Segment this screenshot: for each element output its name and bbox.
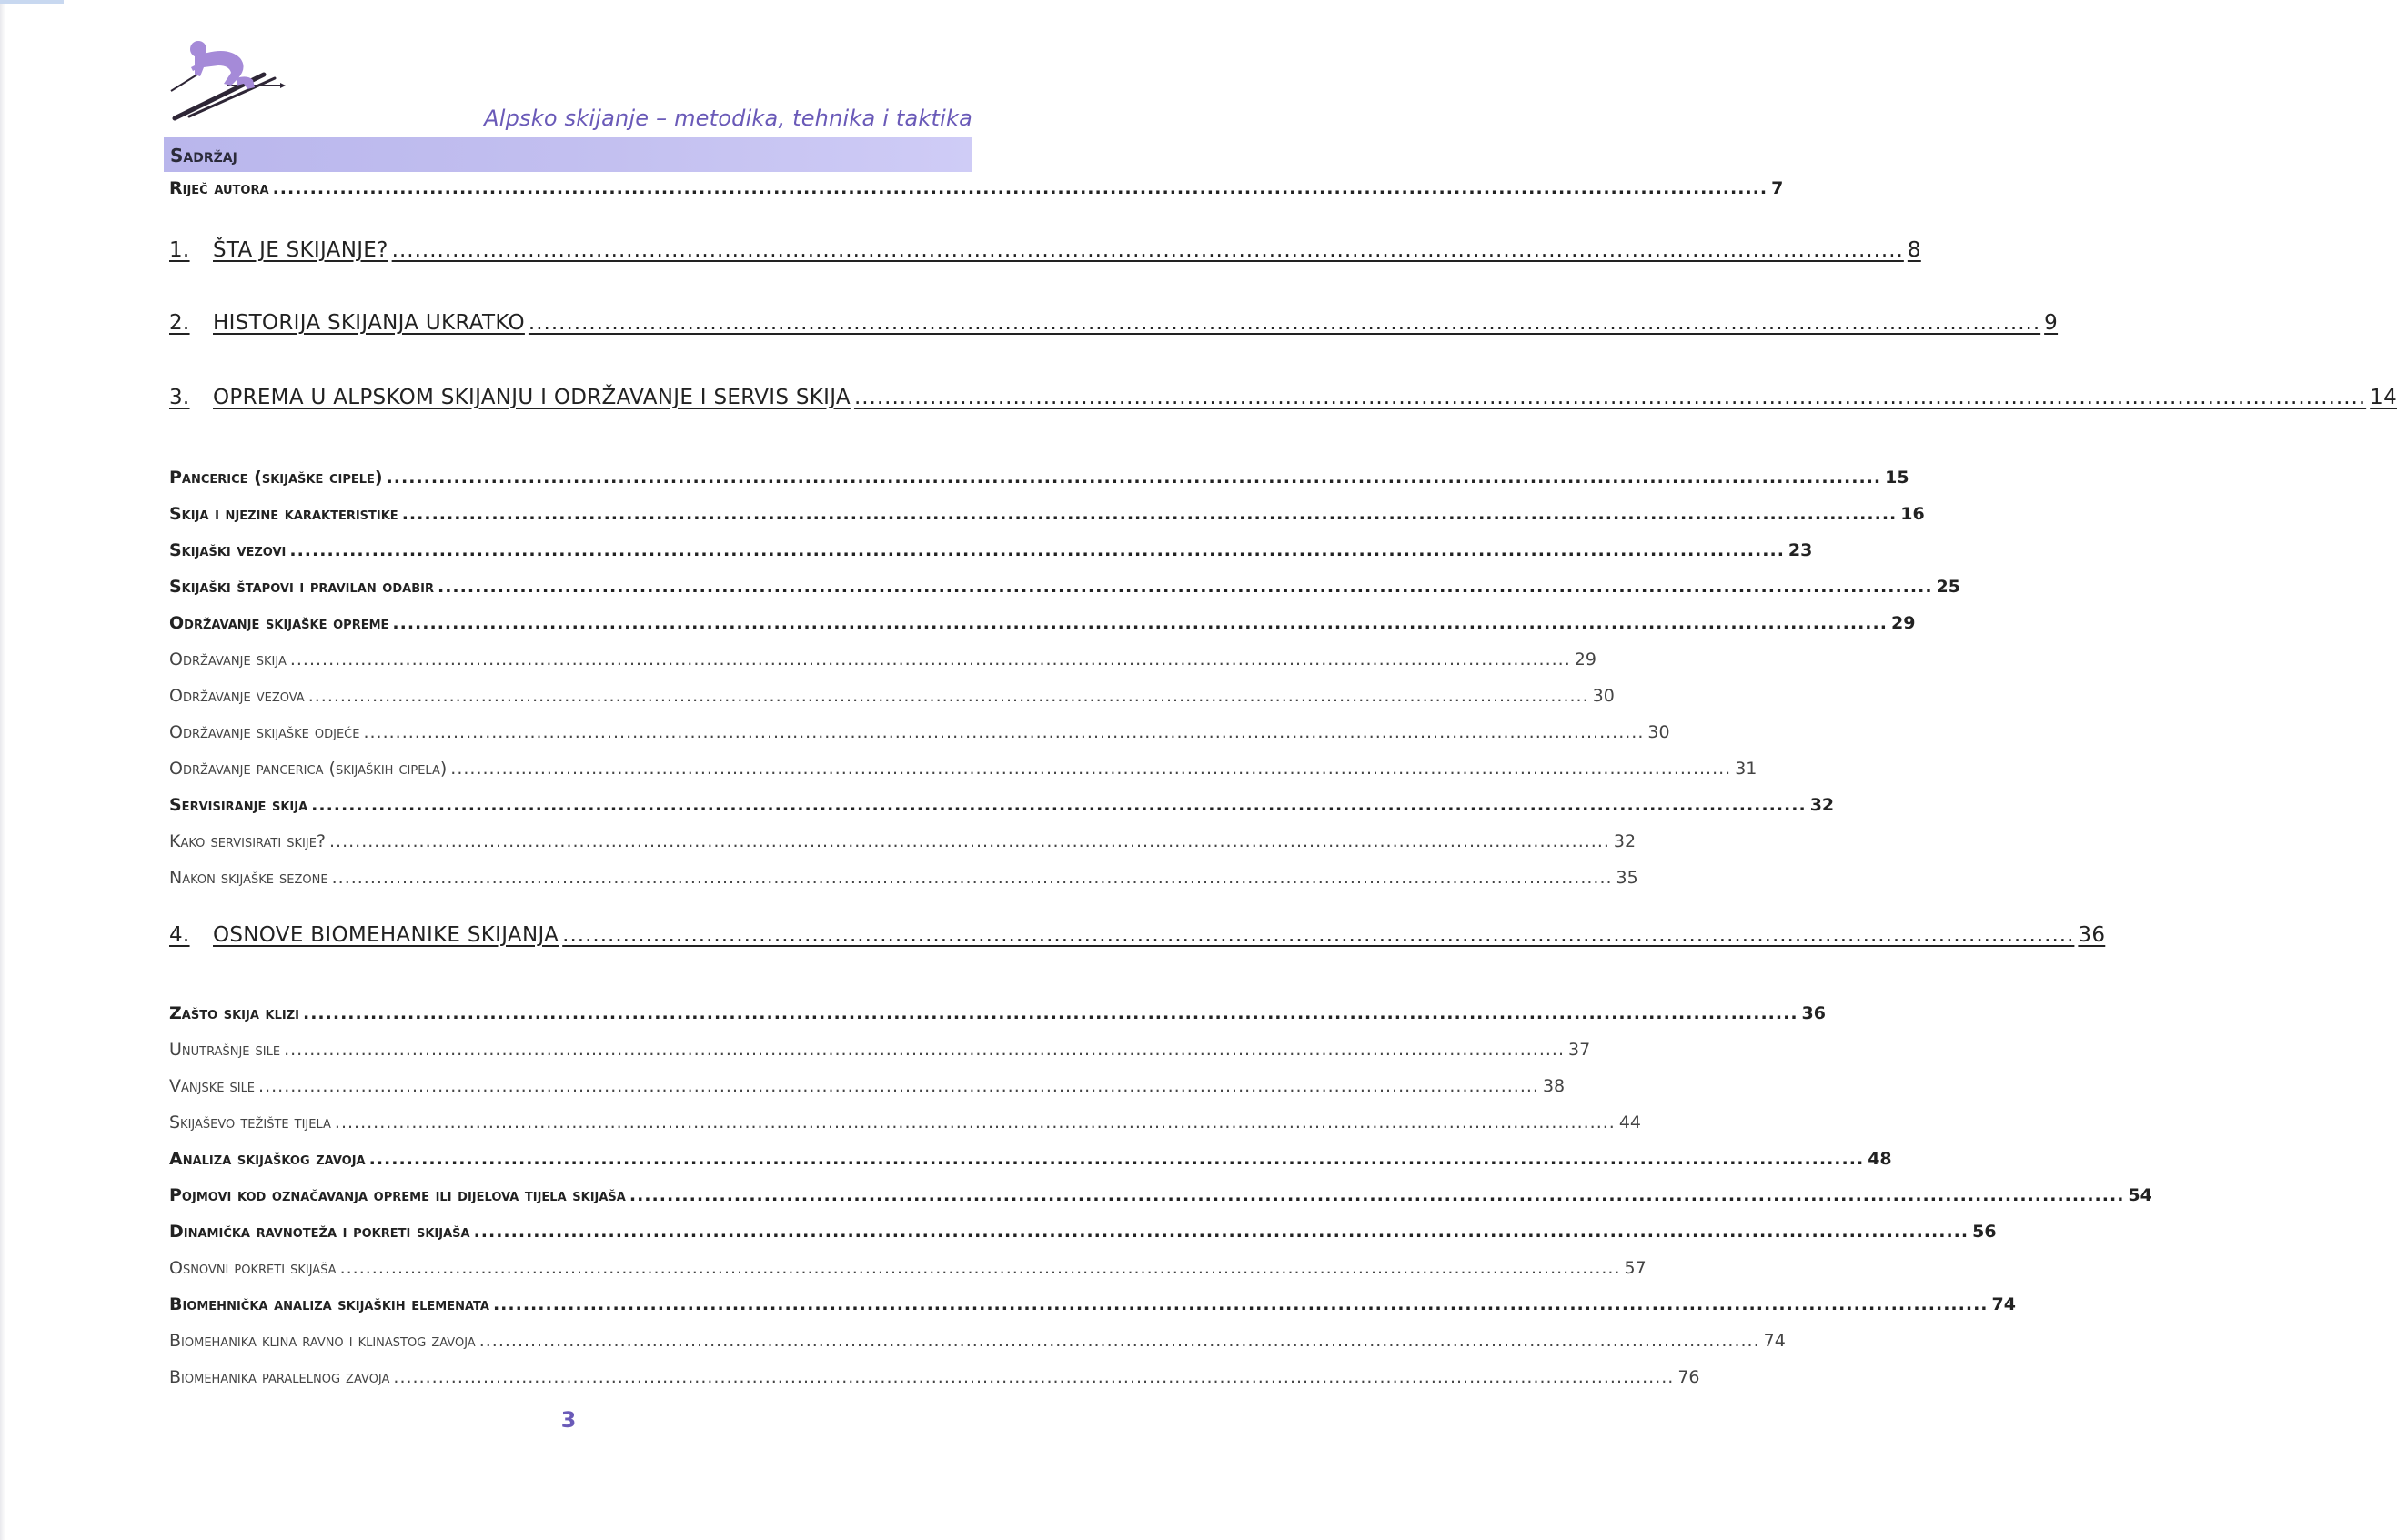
dot-leader: ........................................................................................................................................................................................................ <box>386 468 1882 488</box>
dot-leader: ........................................................................................................................................................................................................ <box>853 386 2367 409</box>
dot-leader: ........................................................................................................................................................................................................ <box>368 1149 1865 1169</box>
dot-leader: ........................................................................................................................................................................................................ <box>339 1258 1621 1278</box>
scan-edge-shadow <box>0 0 5 1540</box>
toc-page-number: 23 <box>1788 540 1813 560</box>
toc-entry-title: Skijaški štapovi i pravilan odabir <box>169 577 434 597</box>
corner-mark <box>0 0 64 4</box>
page-number: 3 <box>560 1407 577 1433</box>
toc-entry-title: Zašto skija klizi <box>169 1003 299 1023</box>
dot-leader: ........................................................................................................................................................................................................ <box>311 795 1807 815</box>
toc-page-number: 15 <box>1885 468 1909 488</box>
toc-entry[interactable] <box>169 178 1784 198</box>
toc-entry-title: Riječ autora <box>169 178 269 198</box>
toc-page-number: 76 <box>1677 1367 1700 1387</box>
dot-leader: ........................................................................................................................................................................................................ <box>307 686 1589 706</box>
toc-entry[interactable] <box>169 468 1909 488</box>
toc-page-number: 35 <box>1616 868 1638 888</box>
toc-page-number: 44 <box>1618 1112 1642 1132</box>
toc-entry-title: Pancerice (skijaške cipele) <box>169 468 383 488</box>
toc-subentry[interactable] <box>169 759 1757 779</box>
toc-subentry-title: Biomehanika paralelnog zavoja <box>169 1367 390 1387</box>
toc-page-number: 54 <box>2128 1185 2152 1205</box>
toc-page-number: 31 <box>1735 759 1757 779</box>
toc-page-number: 38 <box>1542 1076 1566 1096</box>
toc-page-number: 29 <box>1574 649 1596 669</box>
book-title: Alpsko skijanje – metodika, tehnika i taktika <box>484 106 972 131</box>
toc-subentry-title: Vanjske sile <box>169 1076 256 1096</box>
toc-page-number: 57 <box>1624 1258 1647 1278</box>
toc-entry-title: Skijaški vezovi <box>169 540 287 560</box>
toc-subentry[interactable] <box>169 1040 1591 1060</box>
toc-page-number: 30 <box>1647 722 1670 742</box>
toc-page-number: 29 <box>1890 613 1916 633</box>
toc-entry-title: Biomehnička analiza skijaških elemenata <box>169 1294 489 1314</box>
toc-chapter[interactable] <box>169 311 2059 335</box>
toc-entry[interactable] <box>169 1149 1892 1169</box>
toc-header-bar <box>164 137 972 172</box>
toc-subentry-title: Biomehanika klina ravno i klinastog zavoja <box>169 1331 476 1351</box>
toc-subentry-title: Nakon skijaške sezone <box>169 868 328 888</box>
toc-page-number: 48 <box>1868 1149 1892 1169</box>
toc-page-number: 37 <box>1568 1040 1591 1060</box>
toc-entry-title: Skija i njezine karakteristike <box>169 504 398 524</box>
dot-leader: ........................................................................................................................................................................................................ <box>450 759 1732 779</box>
chapter-number: 1. <box>169 238 190 262</box>
dot-leader: ........................................................................................................................................................................................................ <box>391 238 1904 262</box>
toc-page-number: 32 <box>1613 831 1637 851</box>
chapter-number: 2. <box>169 311 190 335</box>
toc-entry[interactable] <box>169 577 1960 597</box>
toc-subentry[interactable] <box>169 1112 1642 1132</box>
toc-page-number: 7 <box>1771 178 1784 198</box>
toc-subentry[interactable] <box>169 1367 1700 1387</box>
toc-page-number: 8 <box>1907 238 1921 262</box>
toc-subentry[interactable] <box>169 868 1638 888</box>
dot-leader: ........................................................................................................................................................................................................ <box>334 1112 1616 1132</box>
dot-leader: ........................................................................................................................................................................................................ <box>393 1367 1675 1387</box>
toc-page-number: 36 <box>1801 1003 1826 1023</box>
chapter-number: 3. <box>169 386 190 409</box>
toc-entry[interactable] <box>169 795 1835 815</box>
dot-leader: ........................................................................................................................................................................................................ <box>562 923 2075 947</box>
toc-subentry-title: Održavanje skija <box>169 649 287 669</box>
toc-entry[interactable] <box>169 613 1916 633</box>
toc-subentry-title: Održavanje vezova <box>169 686 305 706</box>
toc-subentry[interactable] <box>169 722 1670 742</box>
toc-chapter-title: OPREMA U ALPSKOM SKIJANJU I ODRŽAVANJE I SERVIS SKIJA <box>213 386 851 409</box>
toc-chapter-title: ŠTA JE SKIJANJE? <box>213 238 388 262</box>
toc-subentry[interactable] <box>169 831 1637 851</box>
dot-leader: ........................................................................................................................................................................................................ <box>392 613 1888 633</box>
toc-heading: Sadržaj <box>170 145 237 166</box>
toc-subentry[interactable] <box>169 686 1615 706</box>
toc-subentry[interactable] <box>169 1258 1647 1278</box>
toc-page-number: 9 <box>2044 311 2059 335</box>
toc-subentry-title: Održavanje skijaške odjeće <box>169 722 360 742</box>
toc-subentry[interactable] <box>169 649 1596 669</box>
dot-leader: ........................................................................................................................................................................................................ <box>401 504 1898 524</box>
toc-page-number: 56 <box>1972 1222 1997 1242</box>
toc-page-number: 32 <box>1809 795 1835 815</box>
toc-page-number: 36 <box>2078 923 2106 947</box>
toc-entry[interactable] <box>169 1222 1997 1242</box>
toc-subentry[interactable] <box>169 1076 1566 1096</box>
toc-entry-title: Dinamička ravnoteža i pokreti skijaša <box>169 1222 470 1242</box>
dot-leader: ........................................................................................................................................................................................................ <box>272 178 1768 198</box>
toc-entry[interactable] <box>169 1294 2016 1314</box>
dot-leader: ........................................................................................................................................................................................................ <box>289 649 1571 669</box>
dot-leader: ........................................................................................................................................................................................................ <box>437 577 1933 597</box>
toc-page-number: 16 <box>1900 504 1925 524</box>
dot-leader: ........................................................................................................................................................................................................ <box>258 1076 1539 1096</box>
toc-chapter-title: OSNOVE BIOMEHANIKE SKIJANJA <box>213 923 559 947</box>
dot-leader: ........................................................................................................................................................................................................ <box>473 1222 1969 1242</box>
toc-page-number: 30 <box>1592 686 1615 706</box>
toc-page-number: 25 <box>1936 577 1960 597</box>
dot-leader: ........................................................................................................................................................................................................ <box>331 868 1613 888</box>
toc-page-number: 74 <box>1763 1331 1786 1351</box>
dot-leader: ........................................................................................................................................................................................................ <box>329 831 1610 851</box>
toc-subentry-title: Unutrašnje sile <box>169 1040 281 1060</box>
toc-page-number: 74 <box>1991 1294 2016 1314</box>
dot-leader: ........................................................................................................................................................................................................ <box>478 1331 1760 1351</box>
toc-page-number: 14 <box>2370 386 2397 409</box>
toc-chapter[interactable] <box>169 238 1921 262</box>
toc-entry[interactable] <box>169 1003 1826 1023</box>
toc-entry-title: Održavanje skijaške opreme <box>169 613 389 633</box>
toc-entry[interactable] <box>169 504 1925 524</box>
toc-subentry-title: Kako servisirati skije? <box>169 831 326 851</box>
toc-entry-title: Pojmovi kod označavanja opreme ili dijelova tijela skijaša <box>169 1185 626 1205</box>
dot-leader: ........................................................................................................................................................................................................ <box>528 311 2041 335</box>
toc-subentry-title: Osnovni pokreti skijaša <box>169 1258 337 1278</box>
chapter-number: 4. <box>169 923 190 947</box>
dot-leader: ........................................................................................................................................................................................................ <box>289 540 1785 560</box>
toc-entry[interactable] <box>169 1185 2152 1205</box>
toc-chapter[interactable] <box>169 923 2106 947</box>
toc-subentry-title: Skijaševo težište tijela <box>169 1112 331 1132</box>
dot-leader: ........................................................................................................................................................................................................ <box>363 722 1645 742</box>
dot-leader: ........................................................................................................................................................................................................ <box>302 1003 1798 1023</box>
toc-subentry-title: Održavanje pancerica (skijaških cipela) <box>169 759 448 779</box>
dot-leader: ........................................................................................................................................................................................................ <box>629 1185 2125 1205</box>
toc-entry-title: Servisiranje skija <box>169 795 308 815</box>
toc-chapter-title: HISTORIJA SKIJANJA UKRATKO <box>213 311 525 335</box>
toc-subentry[interactable] <box>169 1331 1786 1351</box>
dot-leader: ........................................................................................................................................................................................................ <box>492 1294 1989 1314</box>
dot-leader: ........................................................................................................................................................................................................ <box>284 1040 1566 1060</box>
toc-chapter[interactable] <box>169 386 2397 409</box>
toc-entry[interactable] <box>169 540 1813 560</box>
toc-entry-title: Analiza skijaškog zavoja <box>169 1149 366 1169</box>
skier-icon <box>164 38 309 138</box>
